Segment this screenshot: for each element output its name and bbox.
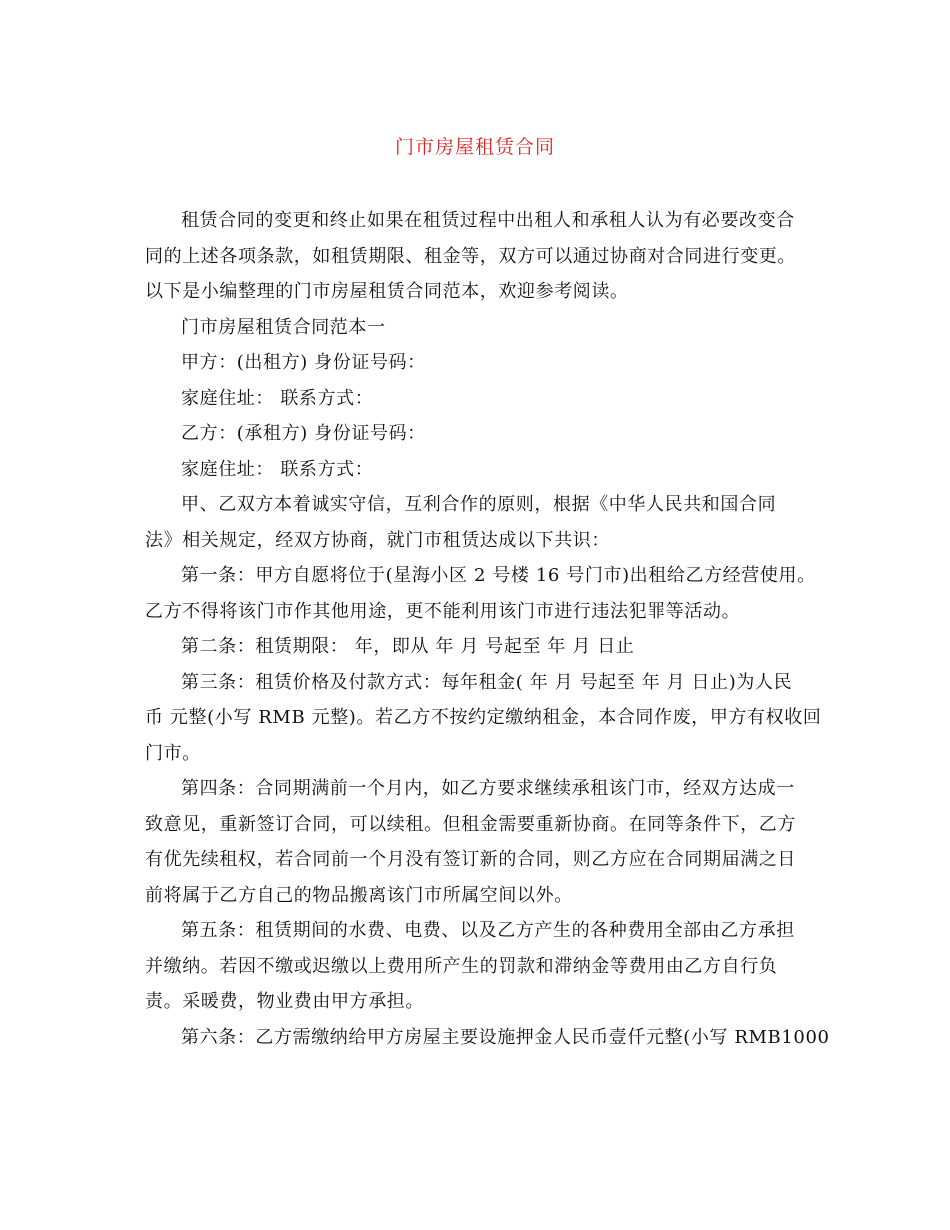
text-line: 同的上述各项条款，如租赁期限、租金等，双方可以通过协商对合同进行变更。 [145,245,796,267]
text-line: 甲方：(出租方) 身份证号码： [181,352,426,373]
text-line: 并缴纳。若因不缴或迟缴以上费用所产生的罚款和滞纳金等费用由乙方自行负 [145,955,778,977]
text-line: 币 元整(小写 RMB 元整)。若乙方不按约定缴纳租金，本合同作废，甲方有权收回 [145,707,822,728]
paragraph [145,558,816,629]
text-line: 前将属于乙方自己的物品搬离该门市所属空间以外。 [145,884,573,906]
text-line: 第四条：合同期满前一个月内，如乙方要求继续承租该门市，经双方达成一 [181,778,795,799]
document-title: 门市房屋租赁合同 [394,136,555,158]
paragraph [145,487,810,558]
text-line: 责。采暖费，物业费由甲方承担。 [145,991,424,1012]
text-line: 有优先续租权，若合同前一个月没有签订新的合同，则乙方应在合同期届满之日 [145,849,796,870]
text-line: 第三条：租赁价格及付款方式：每年租金( 年 月 号起至 年 月 日止)为人民 [181,671,793,693]
text-line: 第一条：甲方自愿将位于(星海小区 2 号楼 16 号门市)出租给乙方经营使用。 [181,565,816,586]
paragraph [145,913,810,1020]
text-line: 家庭住址： 联系方式： [181,387,374,409]
paragraph [145,416,810,452]
document-body [145,203,830,1055]
paragraph [145,629,810,665]
text-line: 第六条：乙方需缴纳给甲方房屋主要设施押金人民币壹仟元整(小写 RMB1000 [181,1026,830,1048]
text-line: 乙方不得将该门市作其他用途，更不能利用该门市进行违法犯罪等活动。 [145,600,741,622]
paragraph [145,665,822,772]
paragraph [145,203,810,310]
text-line: 租赁合同的变更和终止如果在租赁过程中出租人和承租人认为有必要改变合 [181,210,795,231]
text-line: 门市。 [145,742,201,764]
text-line: 家庭住址： 联系方式： [181,458,374,480]
text-line: 致意见，重新签订合同，可以续租。但租金需要重新协商。在同等条件下，乙方 [145,813,796,835]
paragraph [145,771,810,913]
text-line: 第五条：租赁期间的水费、电费、以及乙方产生的各种费用全部由乙方承担 [181,920,795,941]
paragraph [145,452,810,488]
paragraph [145,310,810,346]
paragraph [145,345,810,381]
text-line: 门市房屋租赁合同范本一 [181,316,386,338]
text-line: 甲、乙双方本着诚实守信，互利合作的原则，根据《中华人民共和国合同 [181,494,777,515]
text-line: 以下是小编整理的门市房屋租赁合同范本，欢迎参考阅读。 [145,281,629,302]
text-line: 乙方：(承租方) 身份证号码： [181,423,426,444]
paragraph [145,1020,830,1056]
text-line: 第二条：租赁期限： 年，即从 年 月 号起至 年 月 日止 [181,636,635,657]
paragraph [145,381,810,417]
text-line: 法》相关规定，经双方协商，就门市租赁达成以下共识： [145,529,610,551]
